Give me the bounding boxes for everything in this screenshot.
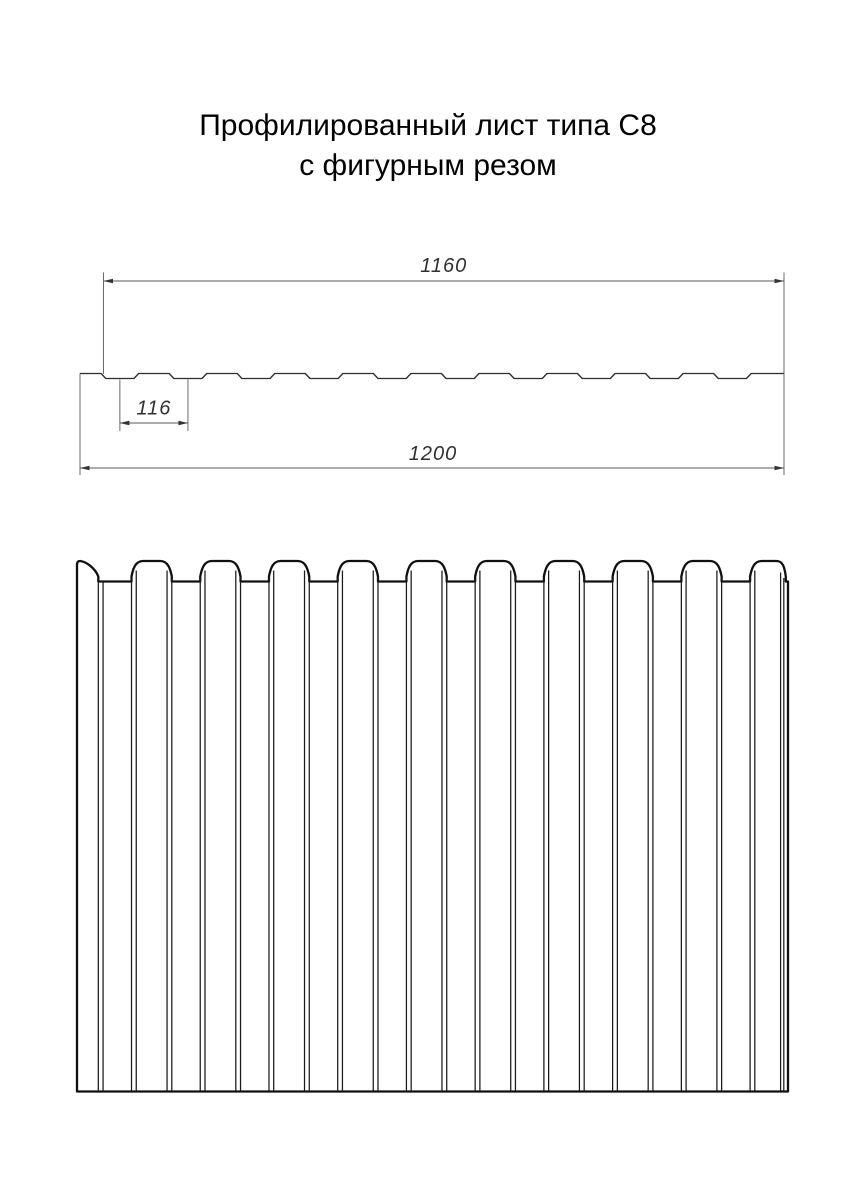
drawing-title-line1: Профилированный лист типа С8: [199, 109, 657, 142]
dim-label-working-width: 1160: [420, 255, 468, 277]
dim-label-pitch: 116: [136, 397, 172, 420]
rib-fold-lines: [98, 571, 783, 1092]
dimension-annotations: [80, 255, 784, 475]
front-view-figured-cut: [77, 561, 788, 1092]
dim-label-full-width: 1200: [408, 443, 458, 465]
profile-cross-section-outline: [80, 374, 784, 379]
dimension-arrowheads: [80, 279, 784, 471]
drawing-title-line2: с фигурным резом: [299, 149, 557, 182]
profile-cross-section-view: [80, 374, 784, 379]
